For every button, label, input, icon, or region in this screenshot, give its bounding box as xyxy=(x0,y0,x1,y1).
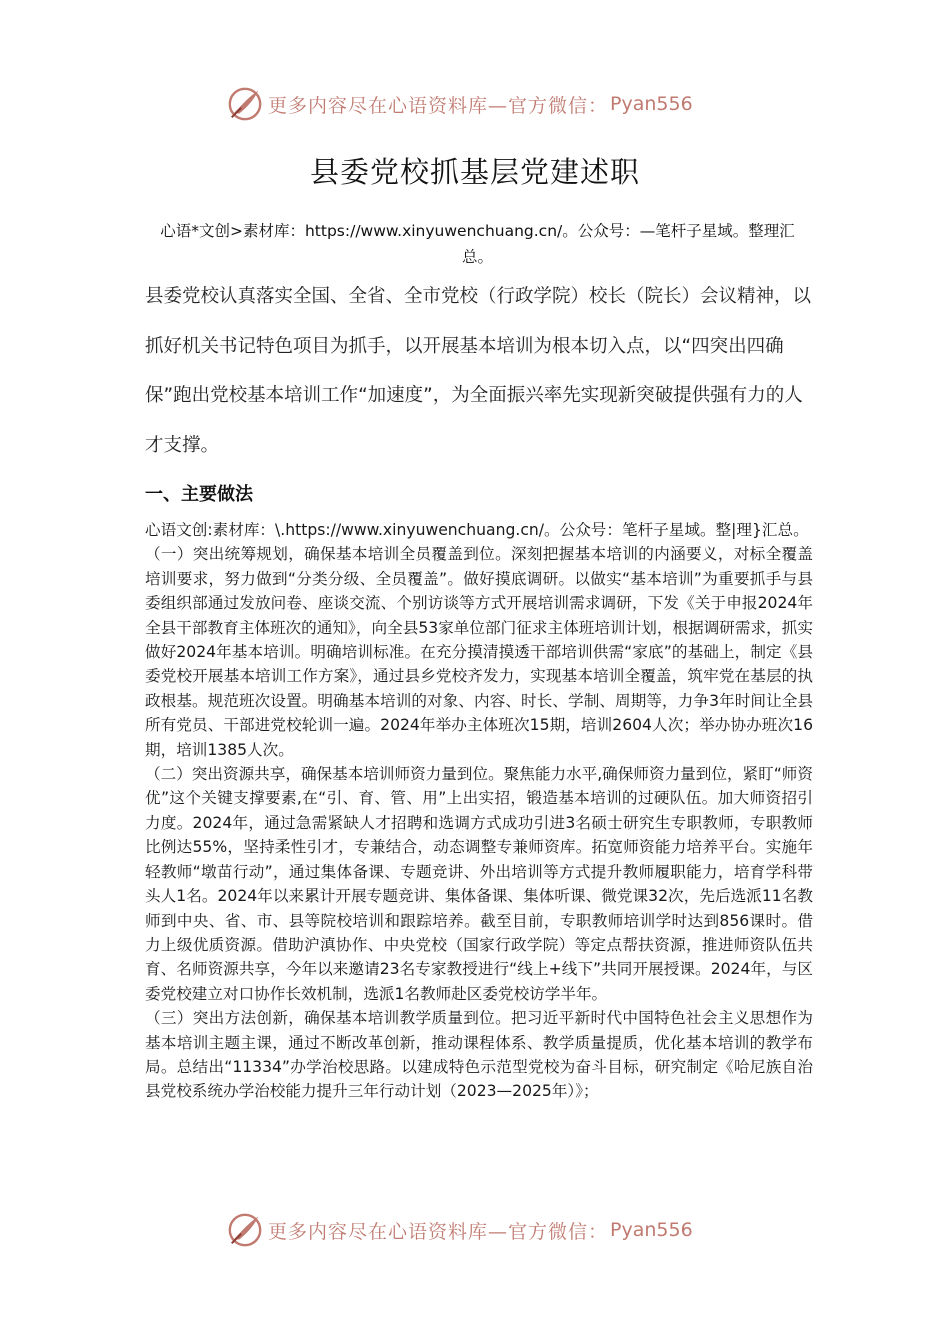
section-note: 心语文创:素材库：\.https://www.xinyuwenchuang.cn/。公众号：笔杆子星域。整|理}汇总。 xyxy=(145,521,809,539)
watermark-text: 更多内容尽在心语资料库—官方微信： xyxy=(268,1220,609,1243)
quill-logo-icon xyxy=(226,85,264,123)
intro-paragraph: 县委党校认真落实全国、全省、全市党校（行政学院）校长（院长）会议精神，以抓好机关书记特色项目为抓手，以开展基本培训为根本切入点，以“四突出四确保”跑出党校基本培训工作“加速度”，为全面振兴率先实现新突破提供强有力的人才支撑。 xyxy=(145,286,812,456)
paragraph-1: （一）突出统筹规划，确保基本培训全员覆盖到位。深刻把握基本培训的内涵要义，对标全覆盖培训要求，努力做到“分类分级、全员覆盖”。做好摸底调研。以做实“基本培训”为重要抓手与县委组织部通过发放问卷、座谈交流、个别访谈等方式开展培训需求调研，下发《关于申报2024年全县干部教育主体班次的通知》，向全县53家单位部门征求主体班培训计划，根据调研需求，抓实做好2024年基本培训。明确培训标准。在充分摸清摸透干部培训供需“家底”的基础上，制定《县委党校开展基本培训工作方案》，通过县乡党校齐发力，实现基本培训全覆盖，筑牢党在基层的执政根基。规范班次设置。明确基本培训的对象、内容、时长、学制、周期等，力争3年时间让全县所有党员、干部进党校轮训一遍。2024年举办主体班次15期，培训2604人次；举办协办班次16期，培训1385人次。 xyxy=(145,545,813,759)
watermark-handle: Pyan556 xyxy=(610,93,693,115)
quill-logo-icon xyxy=(226,1211,264,1249)
body-text xyxy=(145,518,813,1104)
source-note: 心语*文创>素材库：https://www.xinyuwenchuang.cn/。公众号：—笔杆子星域。整理汇总。 xyxy=(160,222,795,266)
footer-watermark-banner xyxy=(0,1204,950,1254)
watermark-handle: Pyan556 xyxy=(610,1219,693,1241)
header-watermark-banner xyxy=(0,78,950,128)
paragraph-3: （三）突出方法创新，确保基本培训教学质量到位。把习近平新时代中国特色社会主义思想作为基本培训主题主课，通过不断改革创新，推动课程体系、教学质量提质，优化基本培训的教学布局。总结出“11334”办学治校思路。以建成特色示范型党校为奋斗目标，研究制定《哈尼族自治县党校系统办学治校能力提升三年行动计划（2023—2025年）》； xyxy=(145,1009,813,1101)
watermark-text: 更多内容尽在心语资料库—官方微信： xyxy=(268,94,609,117)
section-heading: 一、主要做法 xyxy=(145,484,253,505)
page-title: 县委党校抓基层党建述职 xyxy=(309,155,640,189)
paragraph-2: （二）突出资源共享，确保基本培训师资力量到位。聚焦能力水平,确保师资力量到位，紧盯“师资优”这个关键支撑要素,在“引、育、管、用”上出实招，锻造基本培训的过硬队伍。加大师资招引力度。2024年，通过急需紧缺人才招聘和选调方式成功引进3名硕士研究生专职教师，专职教师比例达55%，坚持柔性引才，专兼结合，动态调整专兼师资库。拓宽师资能力培养平台。实施年轻教师“墩苗行动”，通过集体备课、专题竞讲、外出培训等方式提升教师履职能力，培育学科带头人1名。2024年以来累计开展专题竞讲、集体备课、集体听课、微党课32次，先后选派11名教师到中央、省、市、县等院校培训和跟踪培养。截至目前，专职教师培训学时达到856课时。借力上级优质资源。借助沪滇协作、中央党校（国家行政学院）等定点帮扶资源，推进师资队伍共育、名师资源共享，今年以来邀请23名专家教授进行“线上+线下”共同开展授课。2024年，与区委党校建立对口协作长效机制，选派1名教师赴区委党校访学半年。 xyxy=(145,765,813,1003)
